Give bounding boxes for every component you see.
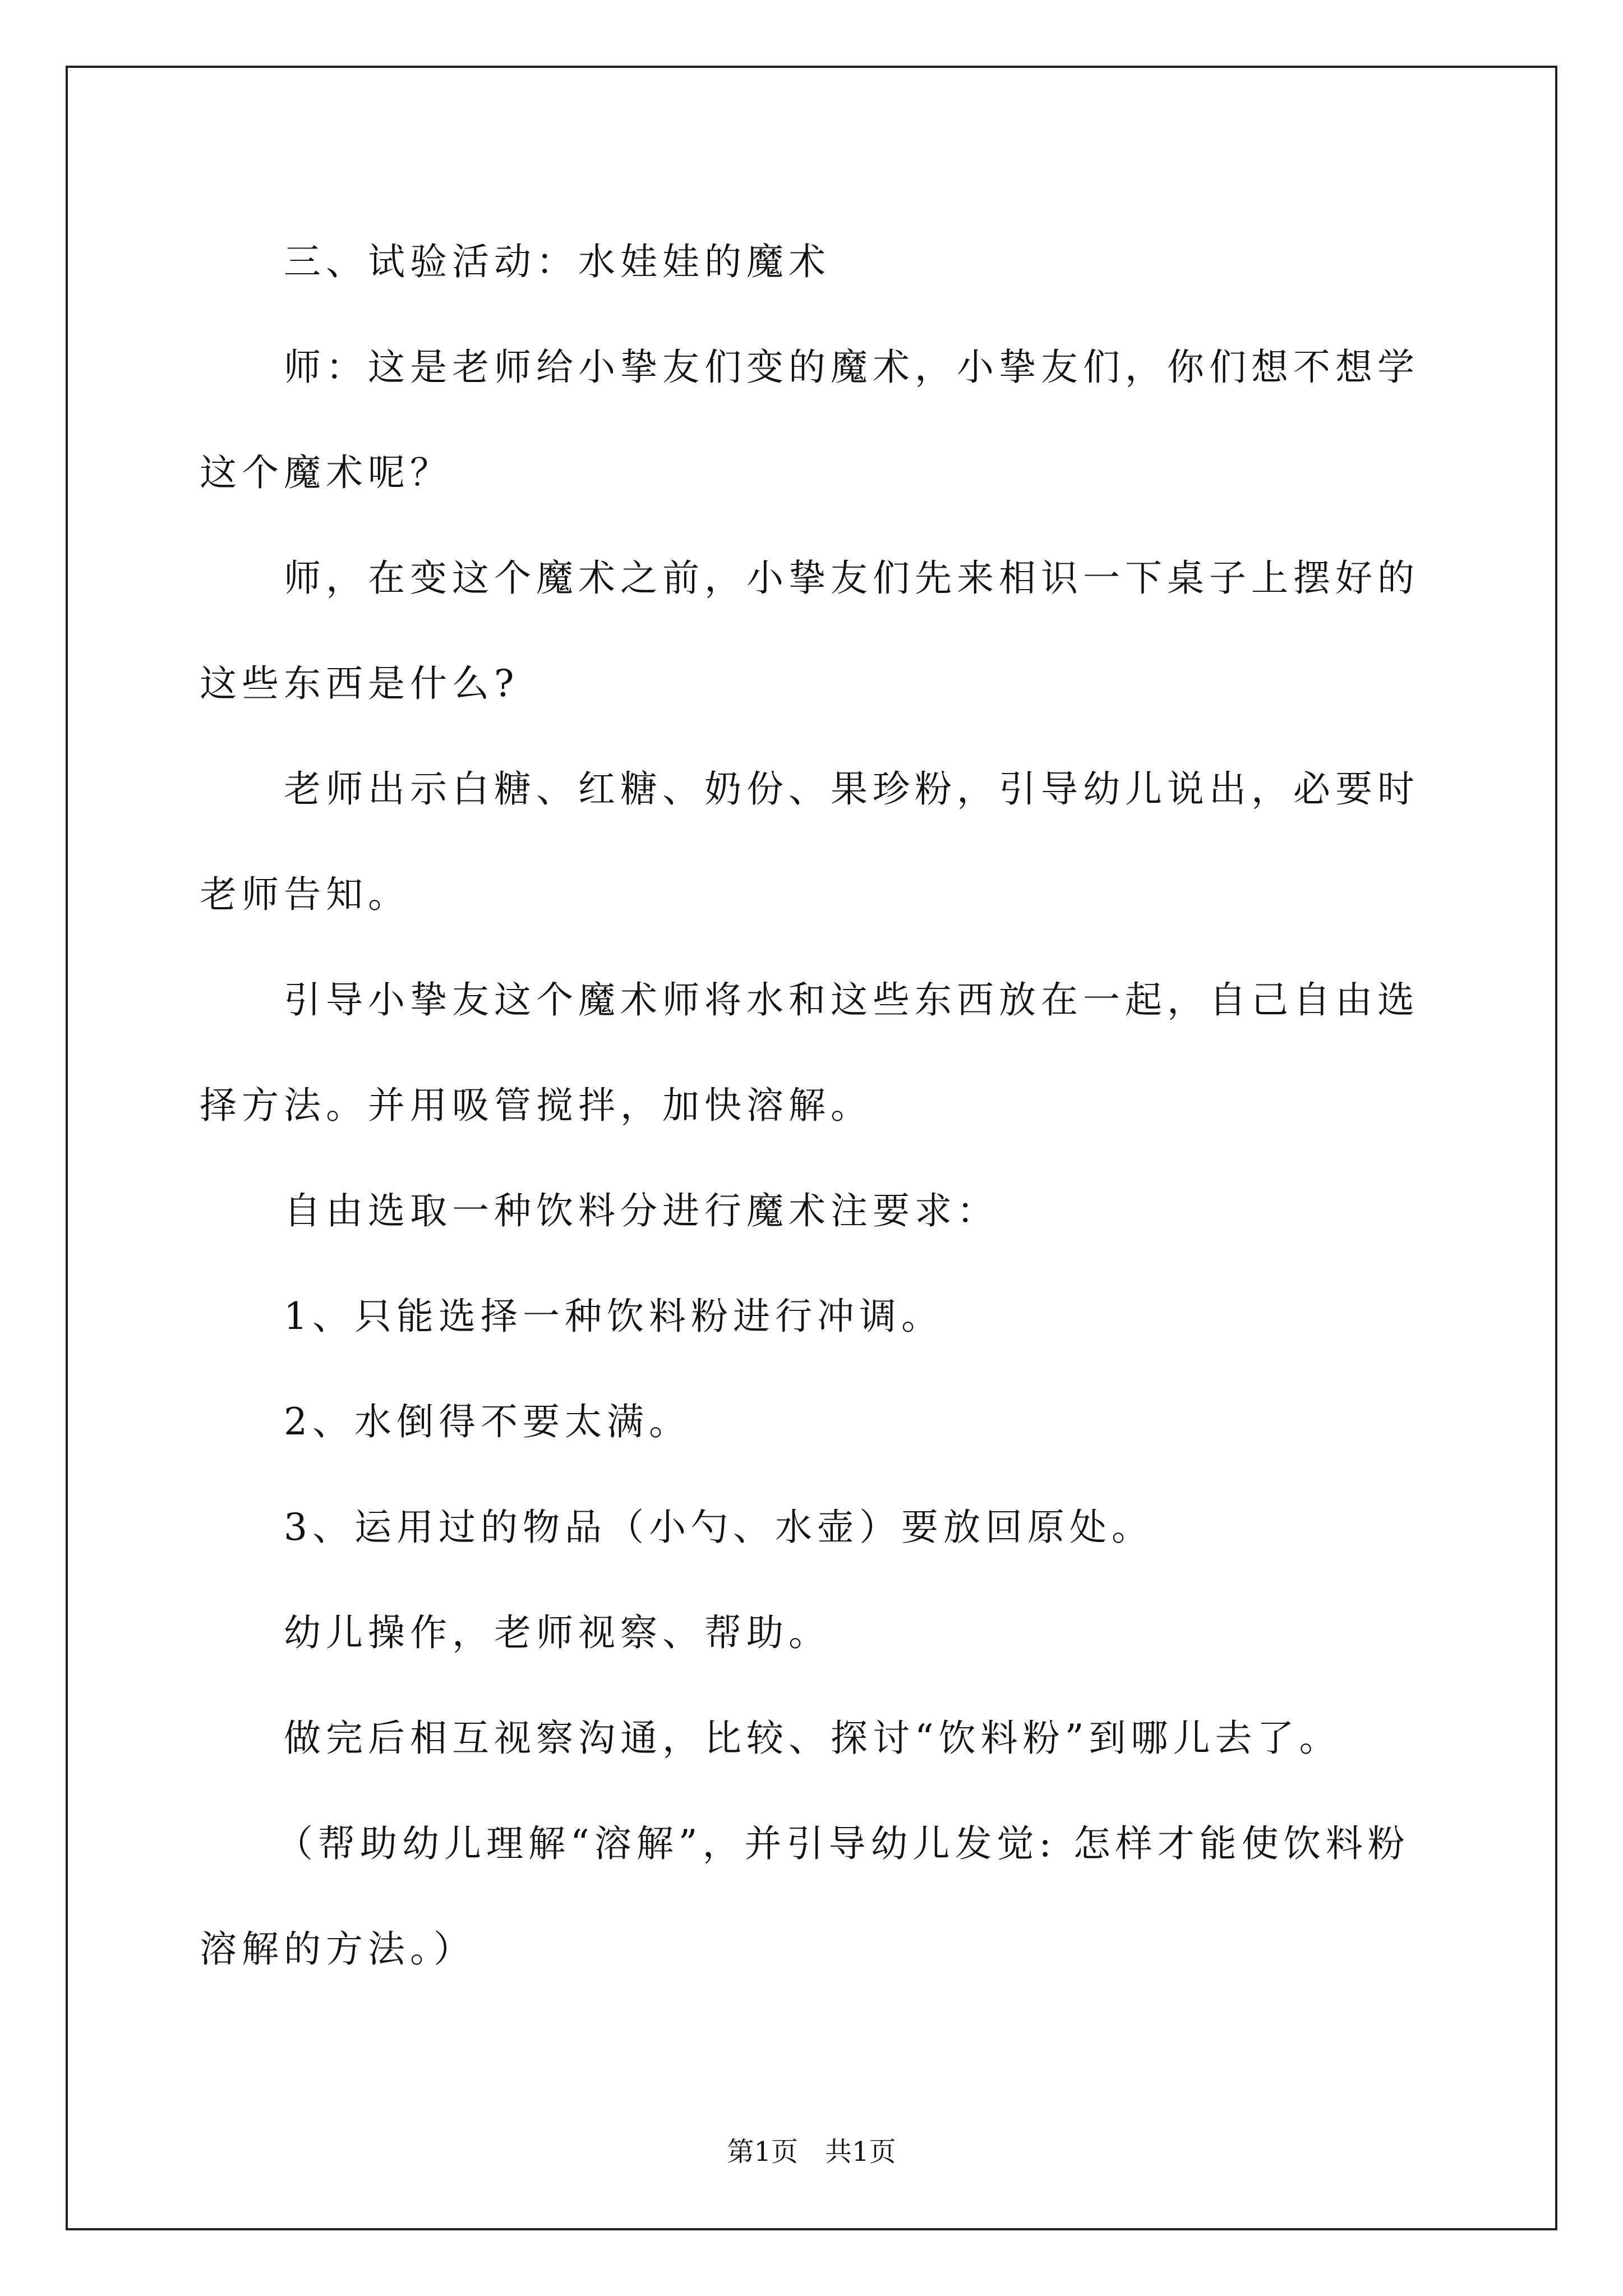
page-number: 第1页 xyxy=(727,2136,798,2168)
list-item: 1、只能选择一种饮料粉进行冲调。 xyxy=(284,1295,943,1338)
paragraph: 做完后相互视察沟通，比较、探讨“饮料粉”到哪儿去了。 xyxy=(284,1717,1341,1760)
paragraph: 自由选取一种饮料分进行魔术注要求： xyxy=(284,1189,999,1232)
list-item: 2、水倒得不要太满。 xyxy=(284,1400,691,1443)
paragraph: 幼儿操作，老师视察、帮助。 xyxy=(284,1611,831,1654)
list-item: 3、运用过的物品（小勺、水壶）要放回原处。 xyxy=(284,1506,1154,1549)
paragraph: 师：这是老师给小挚友们变的魔术，小挚友们，你们想不想学这个魔术呢？ xyxy=(200,346,1419,494)
page-footer xyxy=(0,2135,1623,2169)
paragraph: 引导小挚友这个魔术师将水和这些东西放在一起，自己自由选择方法。并用吸管搅拌，加快溶解。 xyxy=(200,978,1419,1127)
page-total: 共1页 xyxy=(825,2136,896,2168)
paragraph: （帮助幼儿理解“溶解”，并引导幼儿发觉: 怎样才能使饮料粉溶解的方法。） xyxy=(200,1822,1410,1971)
paragraph: 师，在变这个魔术之前，小挚友们先来相识一下桌子上摆好的这些东西是什么? xyxy=(200,556,1419,705)
paragraph: 老师出示白糖、红糖、奶份、果珍粉，引导幼儿说出，必要时老师告知。 xyxy=(200,767,1419,916)
document-body xyxy=(200,209,1433,2002)
section-heading: 三、试验活动：水娃娃的魔术 xyxy=(284,240,831,283)
